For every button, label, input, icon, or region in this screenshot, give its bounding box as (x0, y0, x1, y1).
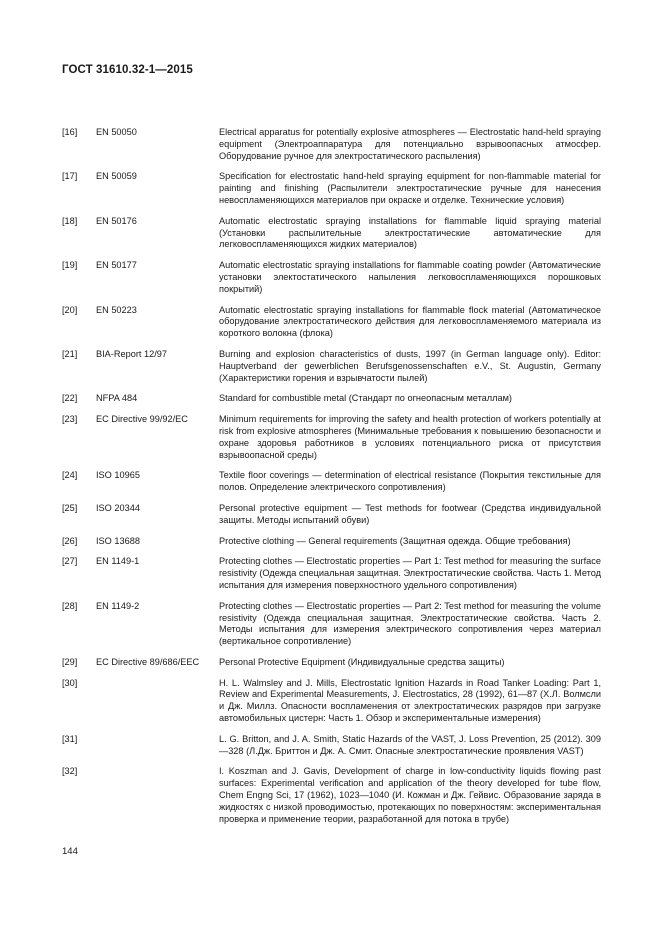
entry-text: Burning and explosion characteristics of dusts, 1997 (in German language only). Editor: Hauptverband der gewerblichen Berufsgenossenschaften e.V., St. Augustin, Germany (Характеристики горения и взрывчатости пылей) (219, 348, 601, 383)
entry-number: [20] (62, 304, 78, 315)
bibliography-entry (62, 260, 601, 295)
bibliography-entry (62, 657, 601, 669)
entry-code: EN 1149-2 (96, 600, 140, 611)
bibliography-entry (62, 393, 601, 405)
entry-number: [32] (62, 766, 78, 777)
entry-code: EN 50050 (96, 127, 137, 137)
bibliography-entry (62, 503, 601, 527)
entry-text: Automatic electrostatic spraying installations for flammable coating powder (Автоматические установки электостатического напыления легковоспламеняющихся порошковых покрытий) (219, 260, 601, 294)
entry-code: EC Directive 99/92/EC (96, 414, 188, 425)
entry-code: EC Directive 89/686/EEC (96, 656, 200, 667)
entry-number: [26] (62, 535, 78, 546)
entry-code: EN 50059 (96, 171, 137, 182)
bibliography-entry (62, 305, 601, 340)
entry-number: [24] (62, 470, 78, 481)
entry-text: Specification for electrostatic hand-held spraying equipment for non-flammable material for painting and finishing (Распылители электростатические ручные для нанесения невоспламеняющихся материалов при окраске и отделке. Технические условия) (219, 171, 601, 205)
entry-text: Electrical apparatus for potentially explosive atmospheres — Electrostatic hand-held spraying equipment (Электроаппаратура для потенциально взрывоопасных атмосфер. Оборудование ручное для электростатического распыления) (219, 127, 601, 161)
page-header-standard: ГОСТ 31610.32-1—2015 (62, 64, 193, 76)
bibliography-entry (62, 470, 601, 494)
bibliography-entry (62, 127, 601, 162)
entry-text: Textile floor coverings — determination of electrical resistance (Покрытия текстильные для полов. Определение электрического сопротивления) (219, 470, 601, 493)
entry-text: Protective clothing — General requirements (Защитная одежда. Общие требования) (219, 535, 571, 546)
entry-text: I. Koszman and J. Gavis, Development of charge in low-conductivity liquids flowing past surfaces: Experimental verification and application of the theory developed for tube flow, Chem Engng Sci, 17 (1962), 1023—1040 (И. Кожман и Дж. Гейвис. Образование заряда в жидкостях с низкой проводимостью, протекающих по поверхностям: экспериментальная проверка и применение теории, разработанной для потока в трубе) (219, 766, 601, 824)
bibliography-entry (62, 766, 601, 825)
bibliography-entry (62, 601, 601, 648)
entry-text: H. L. Walmsley and J. Mills, Electrostatic Ignition Hazards in Road Tanker Loading: Part 1, Review and Experimental Measurements, J. Electrostatics, 28 (1992), 61—87 (Х.Л. Волмсли и Дж. Миллз. Опасности воспламенения от электростатических разрядов при загрузке автомобильных цистерн: Часть 1. Обзор и экспериментальные измерения) (219, 677, 601, 724)
entry-number: [25] (62, 502, 78, 513)
entry-code: ISO 10965 (96, 470, 140, 481)
entry-number: [29] (62, 656, 78, 667)
entry-number: [16] (62, 127, 78, 137)
entry-text: Standard for combustible metal (Стандарт по огнеопасным металлам) (219, 393, 512, 404)
entry-number: [22] (62, 393, 78, 404)
entry-text: Protecting clothes — Electrostatic properties — Part 2: Test method for measuring the volume resistivity (Одежда специальная защитная. Электростатические свойства. Часть 2. Методы испытания для измерения электрического сопротивления через материал (вертикальное сопротивление) (219, 600, 601, 647)
bibliography-entry (62, 536, 601, 548)
entry-code: EN 1149-1 (96, 556, 140, 567)
entry-number: [19] (62, 260, 78, 271)
entry-code: EN 50177 (96, 260, 137, 271)
entry-text: Automatic electrostatic spraying installations for flammable liquid spraying material (Установки распылительные электростатические автоматические для легковоспламеняющихся жидких материалов) (219, 215, 601, 250)
entry-code: EN 50223 (96, 304, 137, 315)
entry-text: Minimum requirements for improving the safety and health protection of workers potentially at risk from explosive atmospheres (Минимальные требования к повышению безопасности и охране здоровья работников в условиях потенциального риска от присутствия взрывоопасной среды) (219, 414, 601, 460)
bibliography-entry (62, 349, 601, 384)
entry-number: [28] (62, 600, 78, 611)
entry-number: [31] (62, 733, 78, 744)
entry-text: Automatic electrostatic spraying installations for flammable flock material (Автоматическое оборудование электростатического действия для легковоспламеняемого материала из короткого волокна (флока) (219, 304, 601, 339)
entry-code: ISO 13688 (96, 535, 140, 546)
entry-number: [21] (62, 348, 78, 359)
entry-text: Personal protective equipment — Test methods for footwear (Средства индивидуальной защиты. Методы испытаний обуви) (219, 502, 601, 525)
entry-code: EN 50176 (96, 215, 137, 226)
entry-number: [27] (62, 556, 78, 567)
bibliography-entry (62, 678, 601, 725)
page-number: 144 (62, 846, 78, 857)
bibliography-entry (62, 414, 601, 461)
entry-text: L. G. Britton, and J. A. Smith, Static Hazards of the VAST, J. Loss Prevention, 25 (2012). 309—328 (Л.Дж. Бриттон и Дж. А. Смит. Опасные электростатические проявления VAST) (219, 733, 601, 756)
entry-text: Personal Protective Equipment (Индивидуальные средства защиты) (219, 656, 505, 667)
bibliography-list (62, 127, 601, 825)
entry-text: Protecting clothes — Electrostatic properties — Part 1: Test method for measuring the surface resistivity (Одежда специальная защитная. Электростатические свойства. Часть 1. Метод испытания для измерения поверхностного удельного сопротивления) (219, 556, 601, 590)
bibliography-entry (62, 171, 601, 206)
entry-code: NFPA 484 (96, 393, 138, 404)
entry-number: [18] (62, 215, 78, 226)
bibliography-entry (62, 216, 601, 251)
entry-number: [23] (62, 414, 78, 425)
entry-number: [30] (62, 677, 78, 688)
entry-code: ISO 20344 (96, 502, 140, 513)
entry-code: BIA-Report 12/97 (96, 348, 167, 359)
bibliography-entry (62, 734, 601, 758)
entry-number: [17] (62, 171, 78, 182)
bibliography-entry (62, 556, 601, 591)
